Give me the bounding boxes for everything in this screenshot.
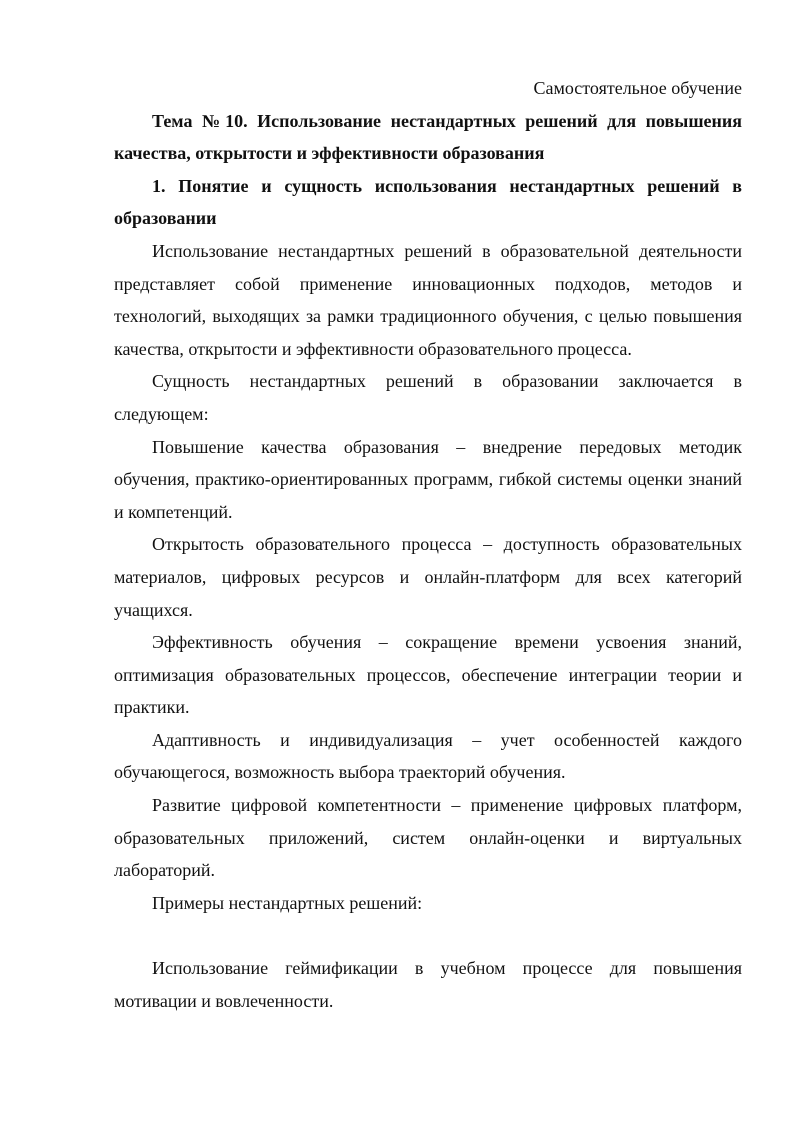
topic-title: Тема №10. Использование нестандартных решений для повышения качества, открытости и эффективности образования	[114, 110, 742, 164]
paragraph-definition: Использование нестандартных решений в образовательной деятельности представляет собой применение инновационных подходов, методов и технологий, выходящих за рамки традиционного обучения, с целью повышения качества, открытости и эффективности образовательного процесса.	[114, 240, 742, 359]
paragraph-efficiency: Эффективность обучения – сокращение времени усвоения знаний, оптимизация образовательных процессов, обеспечение интеграции теории и практики.	[114, 632, 742, 718]
paragraph-adaptivity: Адаптивность и индивидуализация – учет особенностей каждого обучающегося, возможность выбора траекторий обучения.	[114, 729, 742, 783]
section-title: 1. Понятие и сущность использования нестандартных решений в образовании	[114, 175, 742, 229]
paragraph-digital-competence: Развитие цифровой компетентности – применение цифровых платформ, образовательных приложений, систем онлайн-оценки и виртуальных лабораторий.	[114, 795, 742, 881]
paragraph-gamification: Использование геймификации в учебном процессе для повышения мотивации и вовлеченности.	[114, 958, 742, 1011]
paragraph-essence: Сущность нестандартных решений в образовании заключается в следующем:	[114, 371, 742, 424]
paragraph-openness: Открытость образовательного процесса – доступность образовательных материалов, цифровых ресурсов и онлайн-платформ для всех категорий учащихся.	[114, 534, 742, 620]
paragraph-examples-intro: Примеры нестандартных решений:	[152, 892, 423, 913]
paragraph-quality: Повышение качества образования – внедрение передовых методик обучения, практико-ориентированных программ, гибкой системы оценки знаний и компетенций.	[114, 436, 742, 522]
blank-line	[114, 919, 742, 952]
document-page	[114, 72, 742, 1017]
header-label: Самостоятельное обучение	[533, 78, 742, 98]
